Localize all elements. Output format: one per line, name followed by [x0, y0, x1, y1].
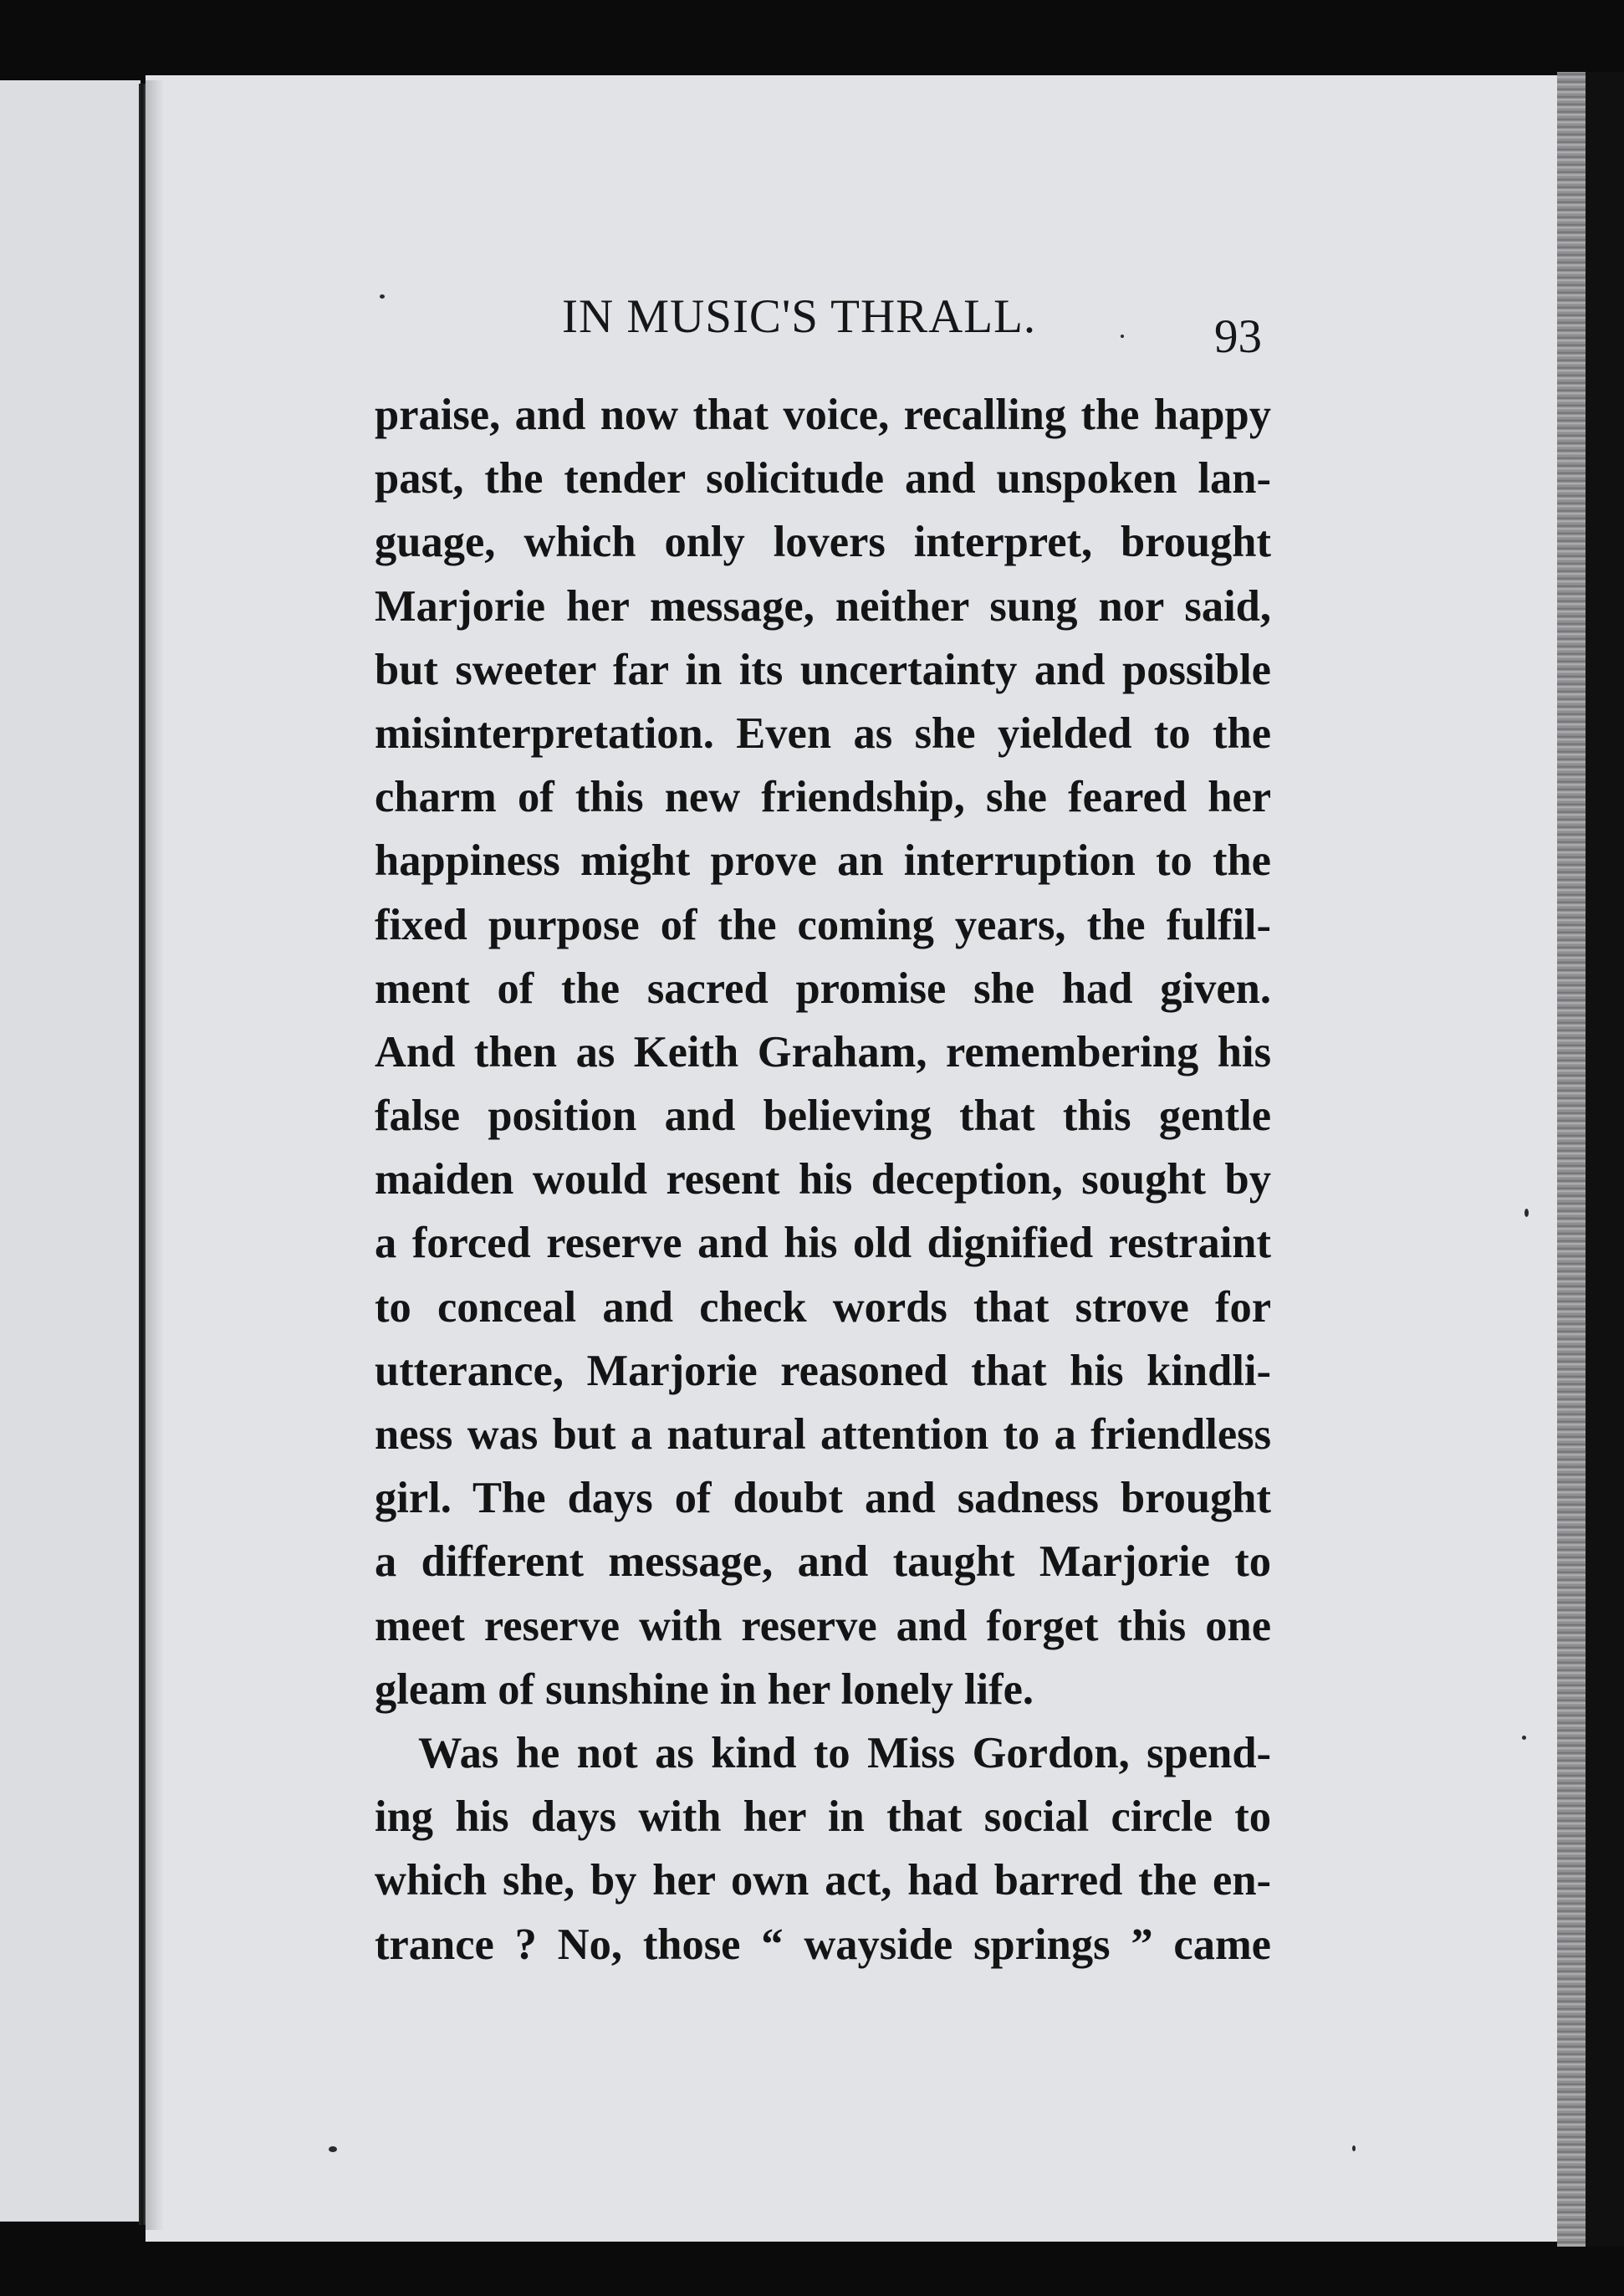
text-line: to conceal and check words that strove for — [375, 1282, 1271, 1332]
text-line-paragraph-end: gleam of sunshine in her lonely life. — [375, 1664, 1034, 1714]
scan-speck — [1121, 335, 1124, 338]
text-line: meet reserve with reserve and forget this one — [375, 1601, 1271, 1650]
text-line: ment of the sacred promise she had given. — [375, 964, 1271, 1013]
facing-page-edge — [0, 80, 140, 2222]
text-line: maiden would resent his deception, sought by — [375, 1155, 1271, 1204]
text-line: guage, which only lovers interpret, brought — [375, 518, 1271, 567]
text-line: ness was but a natural attention to a friendless — [375, 1410, 1271, 1459]
text-line: charm of this new friendship, she feared her — [375, 773, 1271, 822]
scan-speck — [1524, 1209, 1529, 1217]
scan-speck — [329, 2146, 337, 2152]
page-stack-edge — [1557, 72, 1586, 2247]
text-line: girl. The days of doubt and sadness brought — [375, 1474, 1271, 1523]
scan-speck — [380, 294, 385, 299]
text-line: false position and believing that this gentle — [375, 1092, 1271, 1141]
book-gutter — [139, 84, 146, 2225]
text-line: but sweeter far in its uncertainty and possible — [375, 645, 1271, 694]
text-line: past, the tender solicitude and unspoken lan- — [375, 454, 1271, 504]
text-line: praise, and now that voice, recalling the happy — [375, 391, 1271, 439]
text-line: And then as Keith Graham, remembering his — [375, 1027, 1271, 1076]
text-line: fixed purpose of the coming years, the fulfil- — [375, 900, 1271, 949]
scan-speck — [1352, 2145, 1356, 2151]
scan-border — [1586, 72, 1624, 2247]
text-line: a different message, and taught Marjorie to — [375, 1537, 1271, 1587]
text-line-paragraph-start: Was he not as kind to Miss Gordon, spend- — [418, 1728, 1271, 1777]
text-line: which she, by her own act, had barred the en- — [375, 1856, 1271, 1905]
text-line: a forced reserve and his old dignified restraint — [375, 1219, 1271, 1268]
gutter-shadow — [146, 80, 164, 2230]
body-text — [375, 383, 1271, 1976]
scan-speck — [1522, 1736, 1526, 1740]
text-line: ing his days with her in that social circle to — [375, 1792, 1271, 1842]
text-line: utterance, Marjorie reasoned that his kindli- — [375, 1346, 1271, 1395]
text-line: Marjorie her message, neither sung nor said, — [375, 581, 1271, 631]
text-line: trance ? No, those “ wayside springs ” came — [375, 1920, 1271, 1969]
page-number: 93 — [1214, 310, 1262, 363]
text-line: happiness might prove an interruption to the — [375, 836, 1271, 886]
text-line: misinterpretation. Even as she yielded to the — [375, 708, 1271, 758]
running-head: IN MUSIC'S THRALL. — [562, 290, 1037, 343]
